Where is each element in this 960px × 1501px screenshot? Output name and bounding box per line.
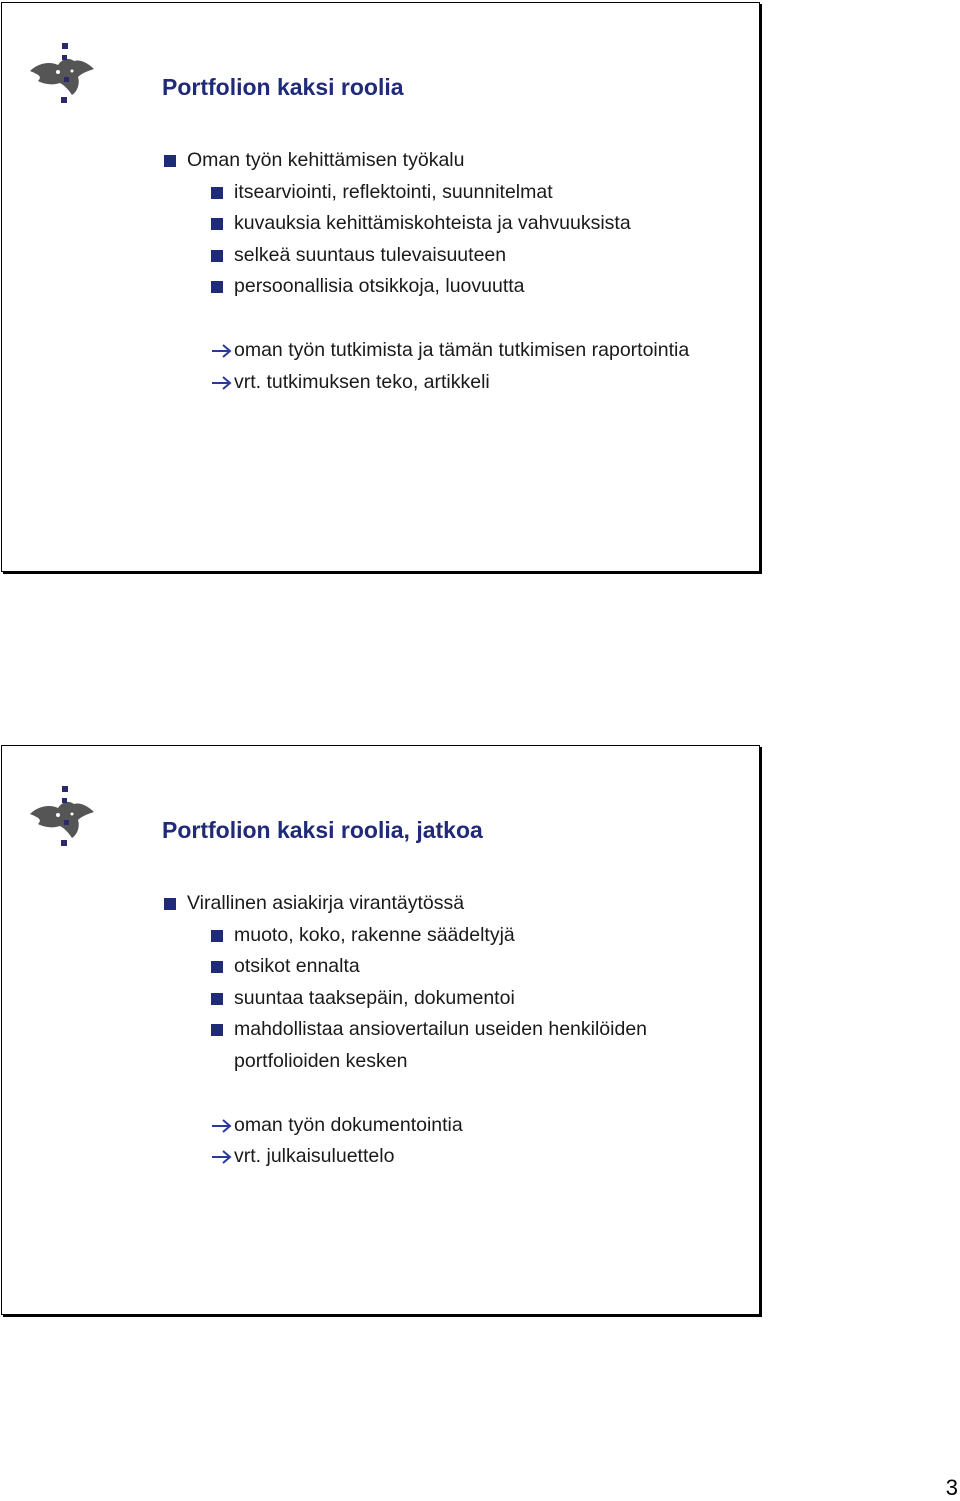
bullet-item: [164, 145, 749, 177]
subbullet-item: [164, 208, 749, 240]
conclusion-text: vrt. tutkimuksen teko, artikkeli: [234, 370, 490, 393]
square-bullet-icon: [211, 218, 223, 230]
conclusion-item: [164, 367, 749, 399]
bullet-item: [164, 888, 749, 920]
bullet-text: Oman työn kehittämisen työkalu: [187, 149, 465, 171]
subbullet-text: itsearviointi, reflektointi, suunnitelmat: [234, 180, 553, 203]
conclusion-text: vrt. julkaisuluettelo: [234, 1145, 395, 1168]
right-arrow-icon: [210, 1148, 234, 1166]
square-bullet-icon: [211, 930, 223, 942]
subbullet-item: [164, 177, 749, 209]
spacer: [164, 303, 749, 335]
subbullet-item: [164, 240, 749, 272]
spacer: [164, 1078, 749, 1110]
square-bullet-icon: [211, 993, 223, 1005]
conclusion-text: oman työn tutkimista ja tämän tutkimisen raportointia: [234, 338, 690, 361]
subbullet-text: selkeä suuntaus tulevaisuuteen: [234, 243, 507, 266]
subbullet-item: [164, 920, 749, 952]
slide-2: [1, 745, 760, 1315]
slide-content: [164, 145, 749, 398]
subbullet-text: mahdollistaa ansiovertailun useiden henkilöiden: [234, 1018, 648, 1041]
square-bullet-icon: [211, 187, 223, 199]
university-logo-icon: [28, 784, 96, 848]
subbullet-item: [164, 271, 749, 303]
square-bullet-icon: [211, 1024, 223, 1036]
right-arrow-icon: [210, 342, 234, 360]
square-bullet-icon: [164, 155, 176, 167]
subbullet-continuation: [164, 1046, 749, 1078]
subbullet-item: [164, 983, 749, 1015]
subbullet-text: suuntaa taaksepäin, dokumentoi: [234, 986, 515, 1009]
slide-1: [1, 2, 760, 572]
square-bullet-icon: [164, 898, 176, 910]
subbullet-text: otsikot ennalta: [234, 955, 360, 978]
page-number: 3: [945, 1475, 958, 1500]
slide-title: Portfolion kaksi roolia, jatkoa: [162, 817, 483, 843]
bullet-text: Virallinen asiakirja virantäytössä: [187, 892, 465, 914]
conclusion-item: [164, 1110, 749, 1142]
subbullet-item: [164, 951, 749, 983]
square-bullet-icon: [211, 961, 223, 973]
conclusion-text: oman työn dokumentointia: [234, 1113, 463, 1136]
subbullet-text: portfolioiden kesken: [234, 1049, 408, 1072]
square-bullet-icon: [211, 250, 223, 262]
university-logo-icon: [28, 41, 96, 105]
subbullet-item: [164, 1014, 749, 1046]
square-bullet-icon: [211, 281, 223, 293]
subbullet-text: kuvauksia kehittämiskohteista ja vahvuuksista: [234, 212, 631, 235]
conclusion-item: [164, 1141, 749, 1173]
subbullet-text: muoto, koko, rakenne säädeltyjä: [234, 923, 515, 946]
subbullet-text: persoonallisia otsikkoja, luovuutta: [234, 275, 525, 298]
right-arrow-icon: [210, 1117, 234, 1135]
conclusion-item: [164, 335, 749, 367]
slide-content: [164, 888, 749, 1173]
slide-title: Portfolion kaksi roolia: [162, 74, 404, 100]
right-arrow-icon: [210, 374, 234, 392]
